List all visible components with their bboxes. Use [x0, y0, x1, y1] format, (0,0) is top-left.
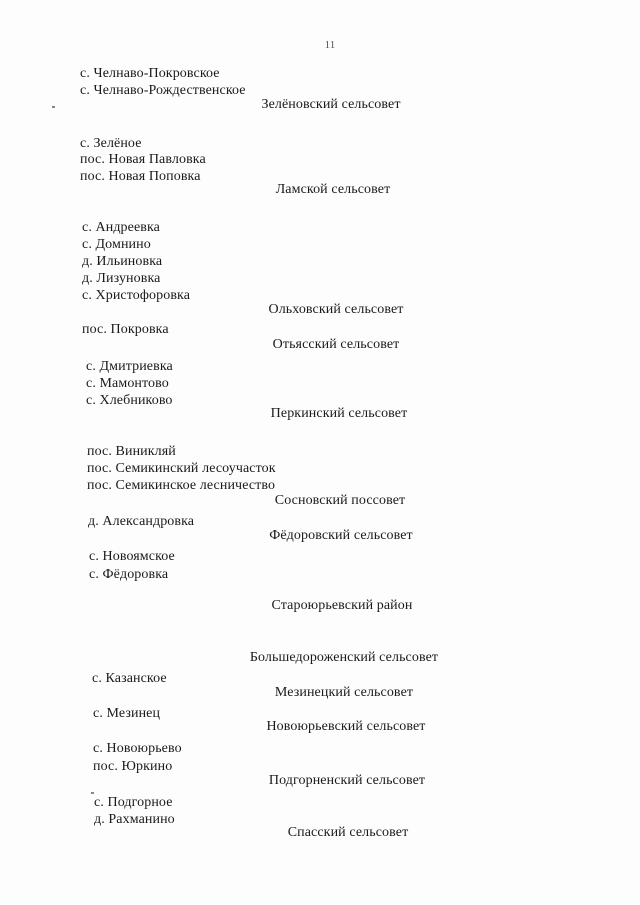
settlement-line: с. Христофоровка: [82, 288, 191, 303]
settlement-line: с. Челнаво-Покровское: [80, 66, 220, 81]
settlement-line: пос. Новая Поповка: [80, 169, 201, 184]
council-heading: Зелёновский сельсовет: [261, 97, 401, 112]
council-heading: Большедороженский сельсовет: [249, 650, 439, 665]
council-heading: Ольховский сельсовет: [268, 302, 404, 317]
settlement-line: пос. Новая Павловка: [80, 152, 206, 167]
settlement-line: пос. Юркино: [93, 759, 173, 774]
council-heading: Подгорненский сельсовет: [268, 773, 426, 788]
settlement-line: пос. Семикинское лесничество: [87, 478, 276, 493]
council-heading: Сосновский поссовет: [274, 493, 406, 508]
district-heading: Староюрьевский район: [271, 598, 413, 613]
council-heading: Ламской сельсовет: [275, 182, 391, 197]
settlement-line: д. Рахманино: [94, 812, 175, 827]
settlement-line: пос. Покровка: [82, 322, 169, 337]
council-heading: Фёдоровский сельсовет: [269, 528, 413, 543]
settlement-line: д. Лизуновка: [82, 271, 161, 286]
page-number: 11: [324, 39, 336, 51]
settlement-line: с. Челнаво-Рождественское: [80, 83, 246, 98]
council-heading: Спасский сельсовет: [287, 825, 409, 840]
settlement-line: д. Александровка: [88, 514, 195, 529]
council-heading: Отьясский сельсовет: [272, 337, 400, 352]
settlement-line: с. Хлебниково: [86, 393, 173, 408]
settlement-line: д. Ильиновка: [82, 254, 163, 269]
settlement-line: с. Новоямское: [89, 549, 175, 564]
settlement-line: с. Андреевка: [82, 220, 160, 235]
settlement-line: с. Фёдоровка: [89, 567, 169, 582]
settlement-line: с. Казанское: [92, 671, 167, 686]
settlement-line: с. Домнино: [82, 237, 151, 252]
settlement-line: с. Дмитриевка: [86, 359, 173, 374]
settlement-line: с. Подгорное: [94, 795, 173, 810]
council-heading: Новоюрьевский сельсовет: [266, 719, 426, 734]
scan-mark: [52, 106, 55, 108]
settlement-line: с. Мамонтово: [86, 376, 169, 391]
settlement-line: пос. Виникляй: [87, 444, 176, 459]
council-heading: Мезинецкий сельсовет: [274, 685, 414, 700]
settlement-line: с. Зелёное: [80, 136, 142, 151]
scan-mark: [91, 792, 94, 794]
settlement-line: с. Мезинец: [93, 706, 161, 721]
settlement-line: пос. Семикинский лесоучасток: [87, 461, 276, 476]
settlement-line: с. Новоюрьево: [93, 741, 182, 756]
council-heading: Перкинский сельсовет: [270, 406, 408, 421]
